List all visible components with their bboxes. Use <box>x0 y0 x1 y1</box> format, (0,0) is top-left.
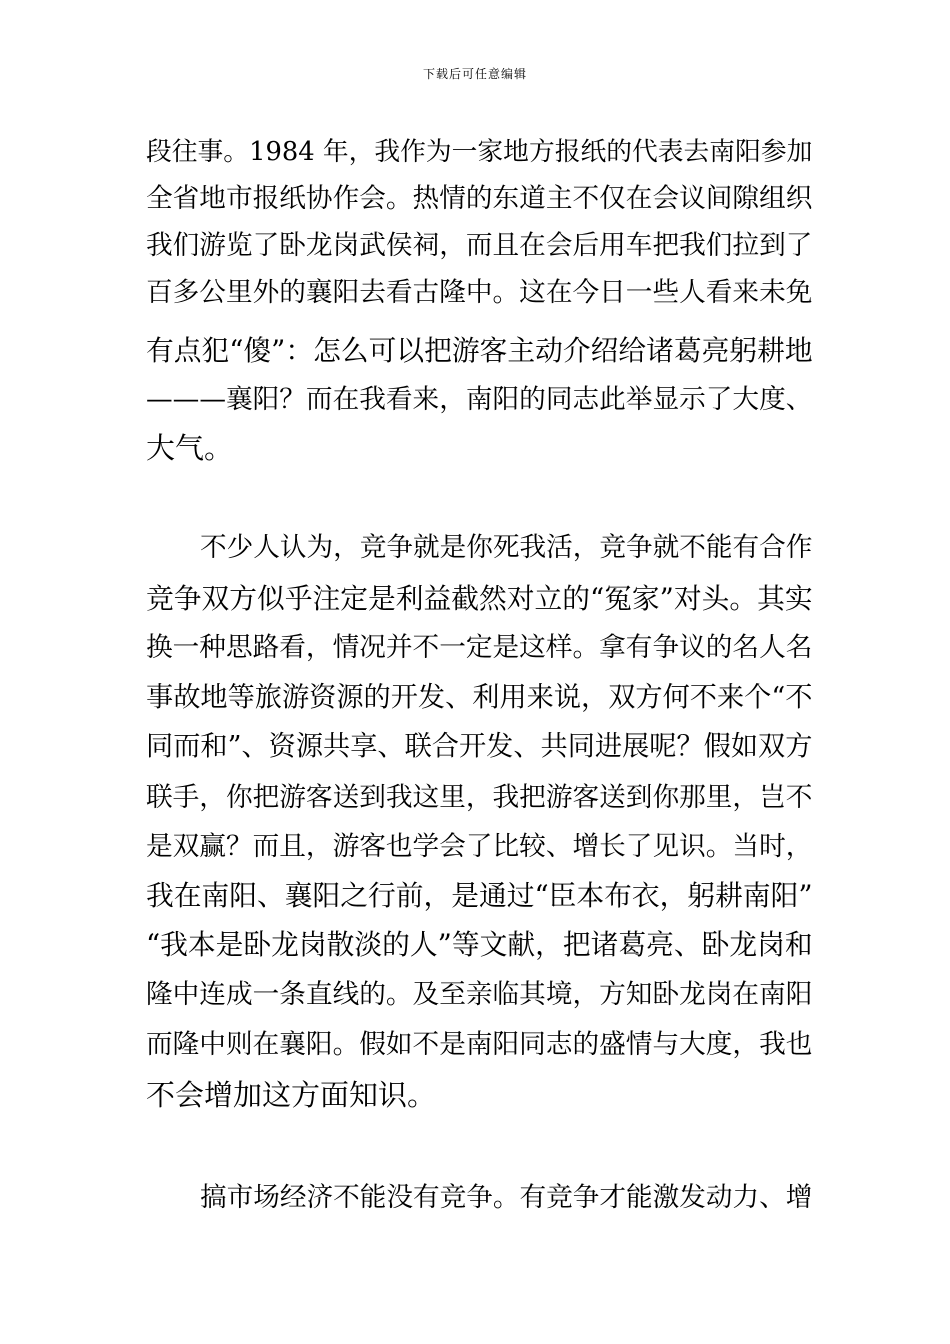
paragraph-2-line-7: 是双赢？而且，游客也学会了比较、增长了见识。当时， <box>146 831 813 862</box>
paragraph-2-line-5: 同而和”、资源共享、联合开发、共同进展呢？假如双方 <box>146 731 813 762</box>
paragraph-2-line-3: 换一种思路看，情况并不一定是这样。拿有争议的名人名 <box>146 632 813 663</box>
paragraph-1-line-5: 有点犯“傻”：怎么可以把游客主动介绍给诸葛亮躬耕地 <box>146 334 813 367</box>
paragraph-1-line-2: 全省地市报纸协作会。热情的东道主不仅在会议间隙组织 <box>146 183 813 214</box>
paragraph-1-line-1: 段往事。1984 年，我作为一家地方报纸的代表去南阳参加 <box>146 137 813 167</box>
paragraph-2-line-8: 我在南阳、襄阳之行前，是通过“臣本布衣，躬耕南阳” <box>146 879 813 912</box>
paragraph-2-line-1: 不少人认为，竞争就是你死我活，竞争就不能有合作 <box>200 532 813 563</box>
paragraph-1-line-3: 我们游览了卧龙岗武侯祠，而且在会后用车把我们拉到了 <box>146 230 813 261</box>
paragraph-1-line-7: 大气。 <box>146 431 234 465</box>
paragraph-2-line-11: 而隆中则在襄阳。假如不是南阳同志的盛情与大度，我也 <box>146 1029 813 1060</box>
paragraph-2-line-9: “我本是卧龙岗散淡的人”等文献，把诸葛亮、卧龙岗和 <box>146 928 813 961</box>
paragraph-1-line-4: 百多公里外的襄阳去看古隆中。这在今日一些人看来未免 <box>146 277 813 308</box>
paragraph-2-line-6: 联手，你把游客送到我这里，我把游客送到你那里，岂不 <box>146 782 813 813</box>
paragraph-3-line-1: 搞市场经济不能没有竞争。有竞争才能激发动力、增 <box>200 1182 813 1213</box>
paragraph-1-line-6: ———襄阳？而在我看来，南阳的同志此举显示了大度、 <box>146 384 813 415</box>
page-header: 下载后可任意编辑 <box>422 67 527 81</box>
paragraph-2-line-12: 不会增加这方面知识。 <box>146 1078 437 1112</box>
paragraph-2-line-10: 隆中连成一条直线的。及至亲临其境，方知卧龙岗在南阳 <box>146 979 813 1010</box>
paragraph-2-line-2: 竞争双方似乎注定是利益截然对立的“冤家”对头。其实 <box>146 582 813 615</box>
paragraph-2-line-4: 事故地等旅游资源的开发、利用来说，双方何不来个“不 <box>146 682 813 713</box>
